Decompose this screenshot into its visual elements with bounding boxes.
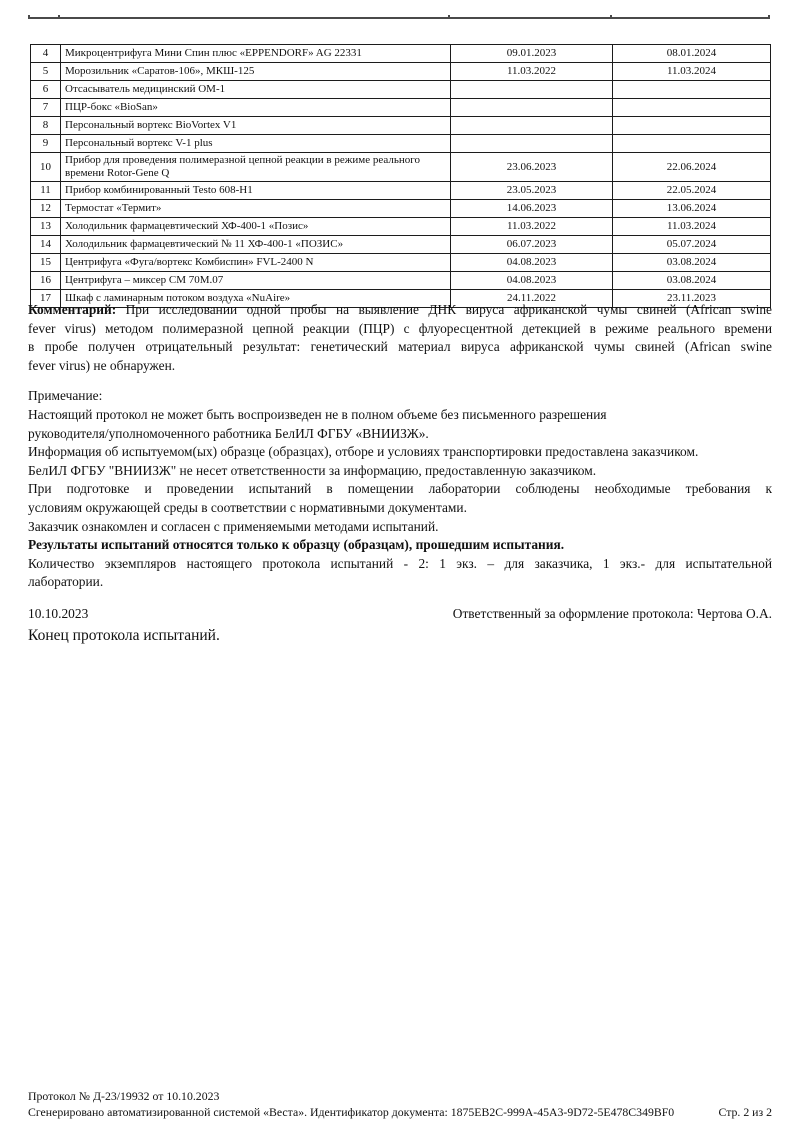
row-number: 15 (31, 254, 61, 272)
table-row (31, 272, 771, 290)
verification-date: 14.06.2023 (451, 200, 613, 218)
equipment-name: Шкаф с ламинарным потоком воздуха «NuAire» (61, 290, 451, 308)
verification-valid-until (613, 117, 771, 135)
equipment-name: Термостат «Термит» (61, 200, 451, 218)
table-row (31, 117, 771, 135)
table-row (31, 45, 771, 63)
notes-line: условиям окружающей среды в соответствии с нормативными документами. (28, 499, 467, 515)
equipment-table (30, 44, 771, 308)
table-row (31, 200, 771, 218)
row-number: 10 (31, 153, 61, 182)
protocol-date: 10.10.2023 (28, 605, 89, 621)
notes-line: БелИЛ ФГБУ "ВНИИЗЖ" не несет ответственности за информацию, предоставленную заказчиком. (28, 462, 597, 478)
equipment-name: Прибор для проведения полимеразной цепной реакции в режиме реального времени Rotor-Gene Q (61, 153, 451, 182)
notes-line: При подготовке и проведении испытаний в помещении лаборатории соблюдены необходимые требования к (28, 481, 772, 497)
verification-date (451, 135, 613, 153)
equipment-name: Персональный вортекс V-1 plus (61, 135, 451, 153)
cut-tick (28, 15, 30, 19)
commentary-line: в пробе получен отрицательный результат: генетический материал вируса африканской чумы свиней (African swine (28, 339, 772, 355)
row-number: 9 (31, 135, 61, 153)
notes-line: руководителя/уполномоченного работника БелИЛ ФГБУ «ВНИИЗЖ». (28, 425, 429, 441)
commentary-line: fever virus) не обнаружен. (28, 357, 176, 373)
equipment-name: Холодильник фармацевтический № 11 ХФ-400-1 «ПОЗИС» (61, 236, 451, 254)
verification-valid-until: 03.08.2024 (613, 272, 771, 290)
verification-date: 04.08.2023 (451, 272, 613, 290)
notes-line: Информация об испытуемом(ых) образце (образцах), отборе и условиях транспортировки предоставлена заказчиком. (28, 444, 699, 460)
row-number: 16 (31, 272, 61, 290)
verification-valid-until: 08.01.2024 (613, 45, 771, 63)
page-top-table-cut-line (29, 17, 770, 19)
row-number: 11 (31, 182, 61, 200)
verification-valid-until: 05.07.2024 (613, 236, 771, 254)
row-number: 8 (31, 117, 61, 135)
verification-valid-until: 22.05.2024 (613, 182, 771, 200)
cut-tick (768, 15, 770, 19)
verification-valid-until: 03.08.2024 (613, 254, 771, 272)
document-body (28, 295, 772, 645)
notes-line: Заказчик ознакомлен и согласен с применяемыми методами испытаний. (28, 518, 439, 534)
commentary-label: Комментарий: (28, 302, 117, 317)
verification-date: 23.05.2023 (451, 182, 613, 200)
footer-protocol-number: Протокол № Д-23/19932 от 10.10.2023 (28, 1089, 220, 1103)
responsible-person: Ответственный за оформление протокола: Чертова О.А. (452, 605, 772, 621)
equipment-name: Прибор комбинированный Testo 608-H1 (61, 182, 451, 200)
row-number: 17 (31, 290, 61, 308)
equipment-name: Морозильник «Саратов-106», МКШ-125 (61, 63, 451, 81)
row-number: 5 (31, 63, 61, 81)
table-row (31, 218, 771, 236)
verification-date (451, 117, 613, 135)
table-row (31, 135, 771, 153)
notes-line: Настоящий протокол не может быть воспроизведен не в полном объеме без письменного разрешения (28, 406, 607, 422)
verification-date: 24.11.2022 (451, 290, 613, 308)
verification-date: 11.03.2022 (451, 63, 613, 81)
verification-valid-until: 11.03.2024 (613, 63, 771, 81)
row-number: 14 (31, 236, 61, 254)
equipment-name: Персональный вортекс BioVortex V1 (61, 117, 451, 135)
table-row (31, 182, 771, 200)
verification-valid-until (613, 81, 771, 99)
cut-tick (58, 15, 60, 19)
verification-date: 06.07.2023 (451, 236, 613, 254)
verification-valid-until (613, 135, 771, 153)
footer-page-number: Стр. 2 из 2 (718, 1104, 772, 1119)
signoff-row (28, 605, 772, 624)
verification-date (451, 99, 613, 117)
row-number: 6 (31, 81, 61, 99)
notes-title: Примечание: (28, 388, 103, 404)
end-of-protocol-text: Конец протокола испытаний. (28, 626, 220, 644)
row-number: 13 (31, 218, 61, 236)
verification-date: 09.01.2023 (451, 45, 613, 63)
equipment-name: Отсасыватель медицинский ОМ-1 (61, 81, 451, 99)
row-number: 4 (31, 45, 61, 63)
equipment-name: Микроцентрифуга Мини Спин плюс «EPPENDORF» AG 22331 (61, 45, 451, 63)
cut-tick (610, 15, 612, 19)
notes-line: Количество экземпляров настоящего протокола испытаний - 2: 1 экз. – для заказчика, 1 экз.- для испытательной (28, 555, 772, 571)
footer-generated-row (28, 1105, 772, 1121)
commentary-paragraph (28, 301, 772, 375)
verification-valid-until (613, 99, 771, 117)
verification-valid-until: 23.11.2023 (613, 290, 771, 308)
table-row (31, 153, 771, 182)
verification-date: 04.08.2023 (451, 254, 613, 272)
equipment-name: Центрифуга «Фуга/вортекс Комбиспин» FVL-2400 N (61, 254, 451, 272)
commentary-text: При исследовании одной пробы на выявление ДНК вируса африканской чумы свиней (African swine (125, 302, 772, 317)
table-row (31, 81, 771, 99)
table-row (31, 63, 771, 81)
notes-line: лаборатории. (28, 574, 104, 590)
table-row (31, 254, 771, 272)
page-footer (28, 1089, 772, 1120)
equipment-name: Холодильник фармацевтический ХФ-400-1 «Позис» (61, 218, 451, 236)
verification-valid-until: 11.03.2024 (613, 218, 771, 236)
commentary-line (28, 301, 772, 320)
verification-date: 11.03.2022 (451, 218, 613, 236)
footer-generated-text: Сгенерировано автоматизированной системой «Веста». Идентификатор документа: 1875EB2C-999A-45A3-9D72-5E478C349BF0 (28, 1104, 675, 1119)
equipment-name: Центрифуга – миксер СМ 70М.07 (61, 272, 451, 290)
verification-valid-until: 13.06.2024 (613, 200, 771, 218)
verification-valid-until: 22.06.2024 (613, 153, 771, 182)
notes-results-statement: Результаты испытаний относятся только к образцу (образцам), прошедшим испытания. (28, 537, 565, 553)
table-row (31, 236, 771, 254)
verification-date (451, 81, 613, 99)
equipment-name: ПЦР-бокс «BioSan» (61, 99, 451, 117)
notes-section (28, 387, 772, 592)
cut-tick (448, 15, 450, 19)
row-number: 12 (31, 200, 61, 218)
row-number: 7 (31, 99, 61, 117)
commentary-line: fever virus) методом полимеразной цепной реакции (ПЦР) с флуоресцентной детекцией в режиме реального времени (28, 320, 772, 336)
verification-date: 23.06.2023 (451, 153, 613, 182)
table-row (31, 99, 771, 117)
